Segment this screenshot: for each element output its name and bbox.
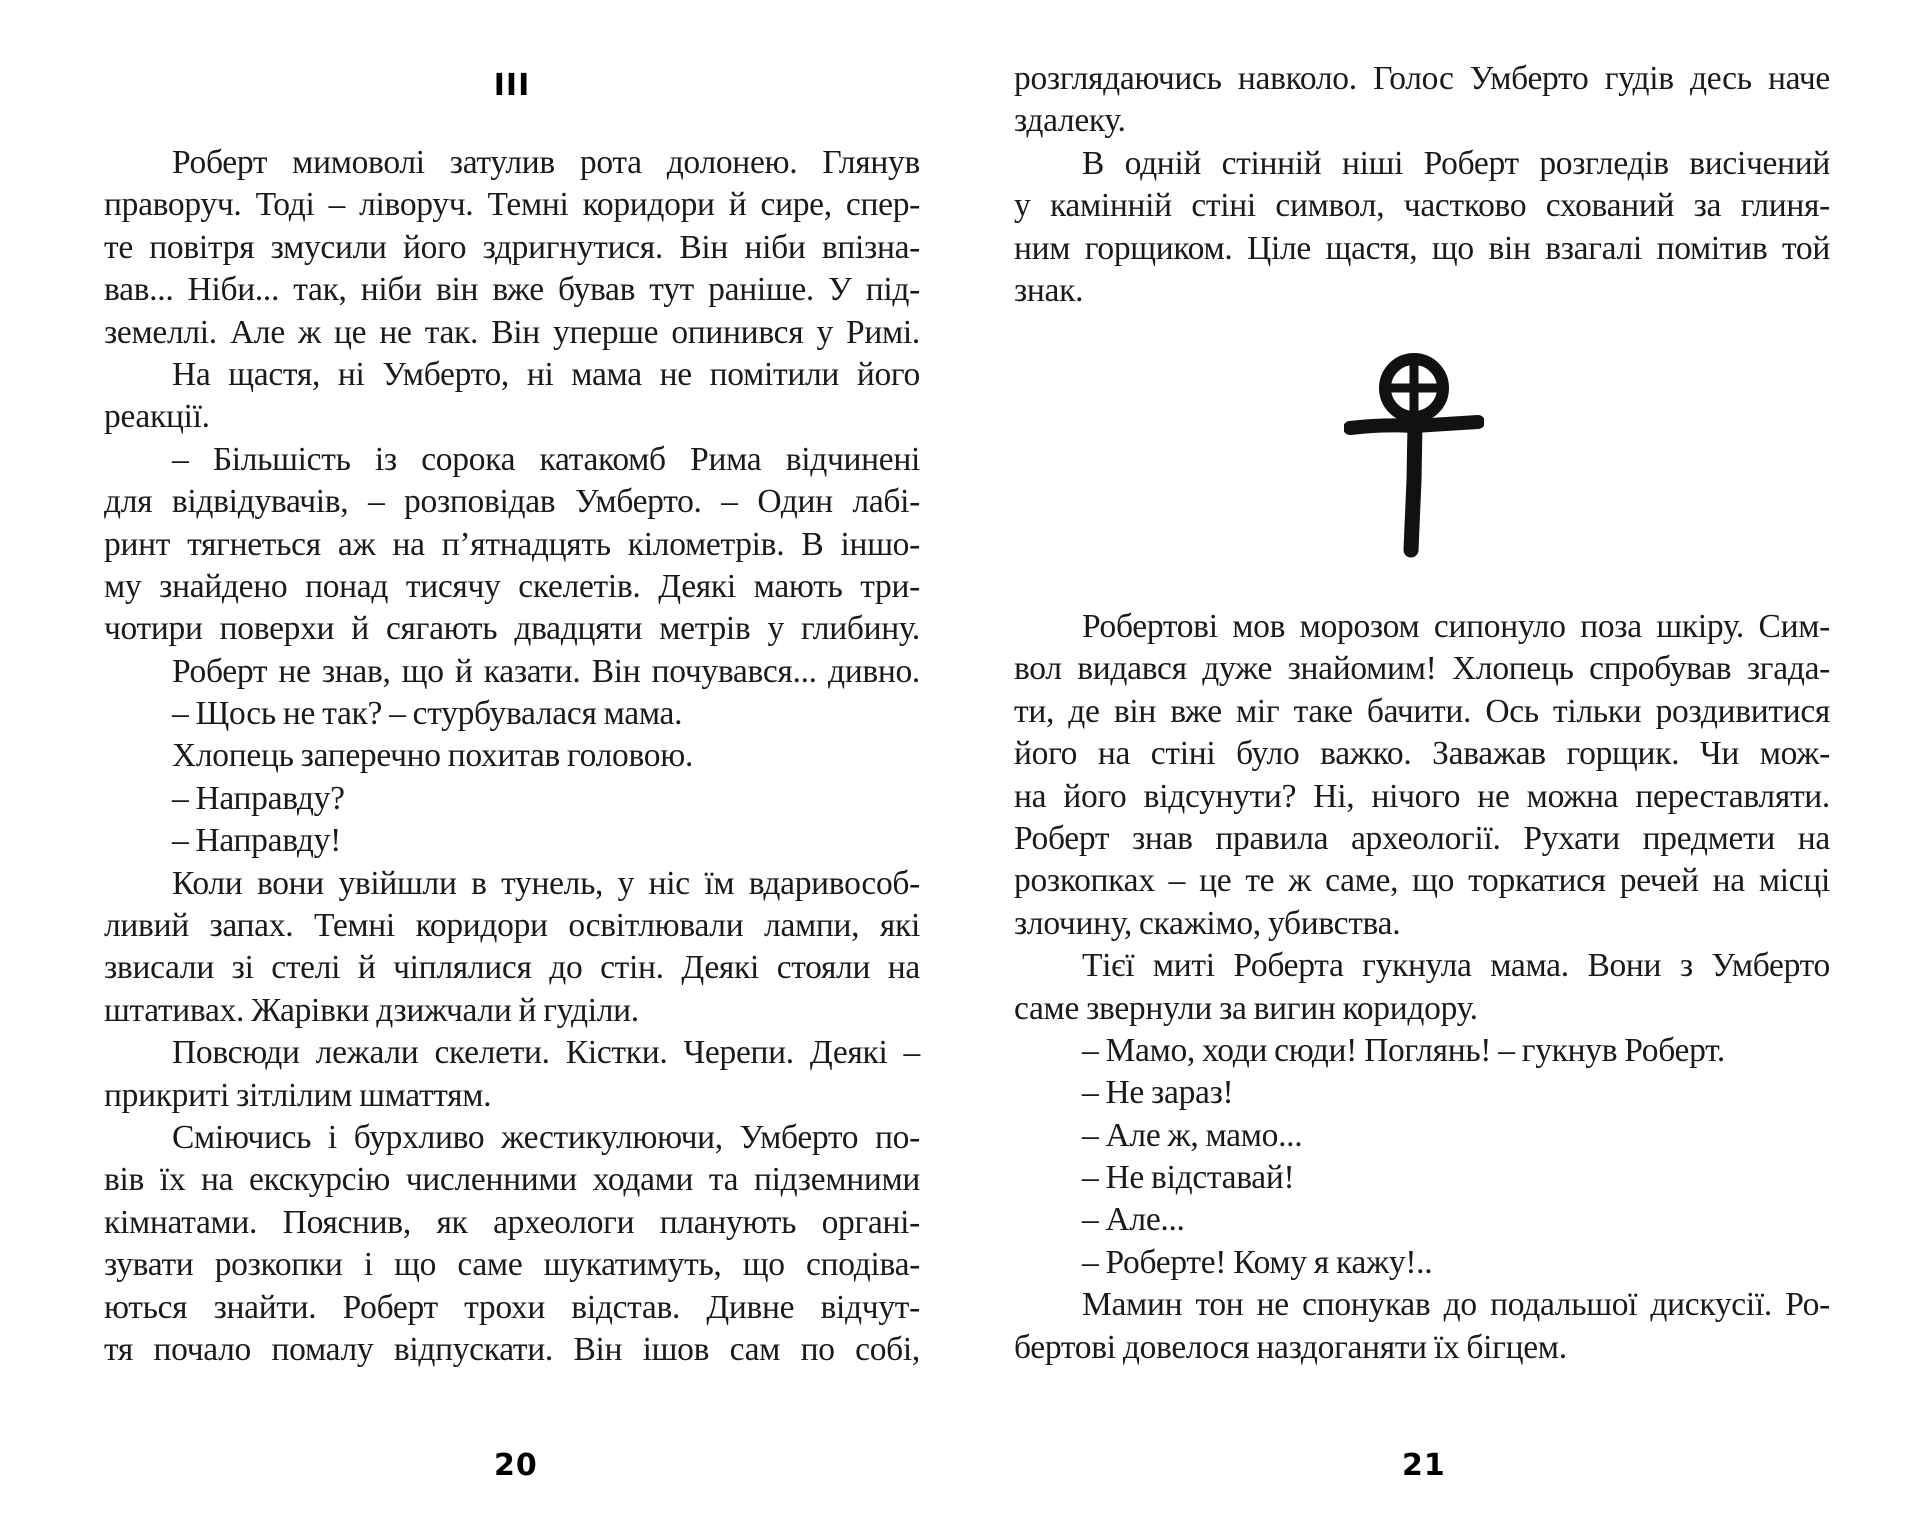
text-line: праворуч. Тоді – ліворуч. Темні коридори й сире, спер- [104,186,920,224]
left-page-text [104,142,920,1371]
right-page-text-top [1014,58,1830,312]
text-line: – Направду! [172,822,341,860]
text-line: – Не відставай! [1082,1159,1295,1197]
text-line: бертові довелося наздоганяти їх бігцем. [1014,1328,1567,1366]
text-line: те повітря змусили його здригнутися. Він ніби впізна- [104,228,920,266]
text-line: В одній стінній ніші Роберт розгледів висічений [1082,144,1830,182]
text-line: його на стіні було важко. Заважав горщик. Чи мож- [1014,735,1830,773]
text-line: Роберт мимоволі затулив рота долонею. Глянув [172,144,920,181]
page-number-left: 20 [494,1448,538,1483]
text-line: вол видався дуже знайомим! Хлопець спробував згада- [1014,650,1830,688]
text-line: Мамин тон не спонукав до подальшої дискусії. Ро- [1082,1286,1830,1324]
text-line: чотири поверхи й сягають двадцяти метрів у глибину. [104,610,920,648]
right-page [1014,0,1830,1536]
text-line: прикриті зітлілим шматтям. [104,1076,492,1114]
text-line: для відвідувачів, – розповідав Умберто. – Один лабі- [104,483,920,521]
text-line: – Мамо, ходи сюди! Поглянь! – гукнув Роберт. [1082,1031,1726,1069]
text-line: реакції. [104,398,210,436]
text-line: здалеку. [1014,102,1126,140]
text-line: – Більшість із сорока катакомб Рима відчинені [172,440,920,478]
text-line: звисали зі стелі й чіплялися до стін. Деякі стояли на [104,949,920,987]
text-line: Коли вони увійшли в тунель, у ніс їм вдаривособ- [172,864,920,902]
left-page [104,0,920,1536]
text-line: зувати розкопки і що саме шукатимуть, що сподіва- [104,1246,920,1284]
text-line: ти, де він вже міг таке бачити. Ось тільки роздивитися [1014,692,1830,730]
chapter-marker: III [493,68,531,103]
text-line: розкопках – це те ж саме, що торкатися речей на місці [1014,862,1830,900]
text-line: му знайдено понад тисячу скелетів. Деякі мають три- [104,567,920,605]
text-line: штативах. Жарівки дзижчали й гуділи. [104,991,639,1029]
text-line: – Щось не так? – стурбувалася мама. [172,695,683,733]
text-line: Роберт не знав, що й казати. Він почувався... дивно. [172,652,920,690]
text-line: – Але ж, мамо... [1082,1116,1303,1154]
text-line: ринт тягнеться аж на п’ятнадцять кілометрів. В іншо- [104,525,920,563]
text-line: вав... Ніби... так, ніби він вже бував тут раніше. У під- [104,271,920,309]
text-line: Робертові мов морозом сипонуло поза шкіру. Сим- [1082,608,1830,645]
text-line: знак. [1014,271,1084,309]
right-page-text-bottom [1014,606,1830,1369]
text-line: – Направду? [172,779,345,817]
text-line: вів їх на екскурсію численними ходами та підземними [104,1161,920,1199]
text-line: Сміючись і бурхливо жестикулюючи, Умберто по- [172,1118,920,1156]
text-line: Повсюди лежали скелети. Кістки. Черепи. Деякі – [172,1034,920,1072]
text-line: Тієї миті Роберта гукнула мама. Вони з Умберто [1082,947,1830,985]
text-line: саме звернули за вигин коридору. [1014,989,1478,1027]
text-line: на його відсунути? Ні, нічого не можна переставляти. [1014,777,1830,815]
text-line: На щастя, ні Умберто, ні мама не помітили його [172,355,920,393]
text-line: – Роберте! Кому я кажу!.. [1082,1243,1433,1281]
text-line: – Але... [1082,1201,1185,1239]
text-line: земеллі. Але ж це не так. Він уперше опинився у Римі. [104,313,920,351]
circle-cross-ankh-icon [1344,350,1484,560]
text-line: ливий запах. Темні коридори освітлювали лампи, які [104,907,920,945]
page-number-right: 21 [1402,1448,1446,1483]
text-line: тя почало помалу відпускати. Він ішов сам по собі, [104,1330,920,1368]
text-line: злочину, скажімо, убивства. [1014,904,1401,942]
text-line: Роберт знав правила археології. Рухати предмети на [1014,819,1830,857]
text-line: кімнатами. Пояснив, як археологи планують органі- [104,1203,920,1241]
text-line: Хлопець заперечно похитав головою. [172,737,694,775]
text-line: ним горщиком. Ціле щастя, що він взагалі помітив той [1014,229,1830,267]
text-line: розглядаючись навколо. Голос Умберто гудів десь наче [1014,60,1830,97]
text-line: ються знайти. Роберт трохи відстав. Дивне відчут- [104,1288,920,1326]
text-line: у камінній стіні символ, частково схований за глиня- [1014,187,1830,225]
text-line: – Не зараз! [1082,1074,1234,1112]
